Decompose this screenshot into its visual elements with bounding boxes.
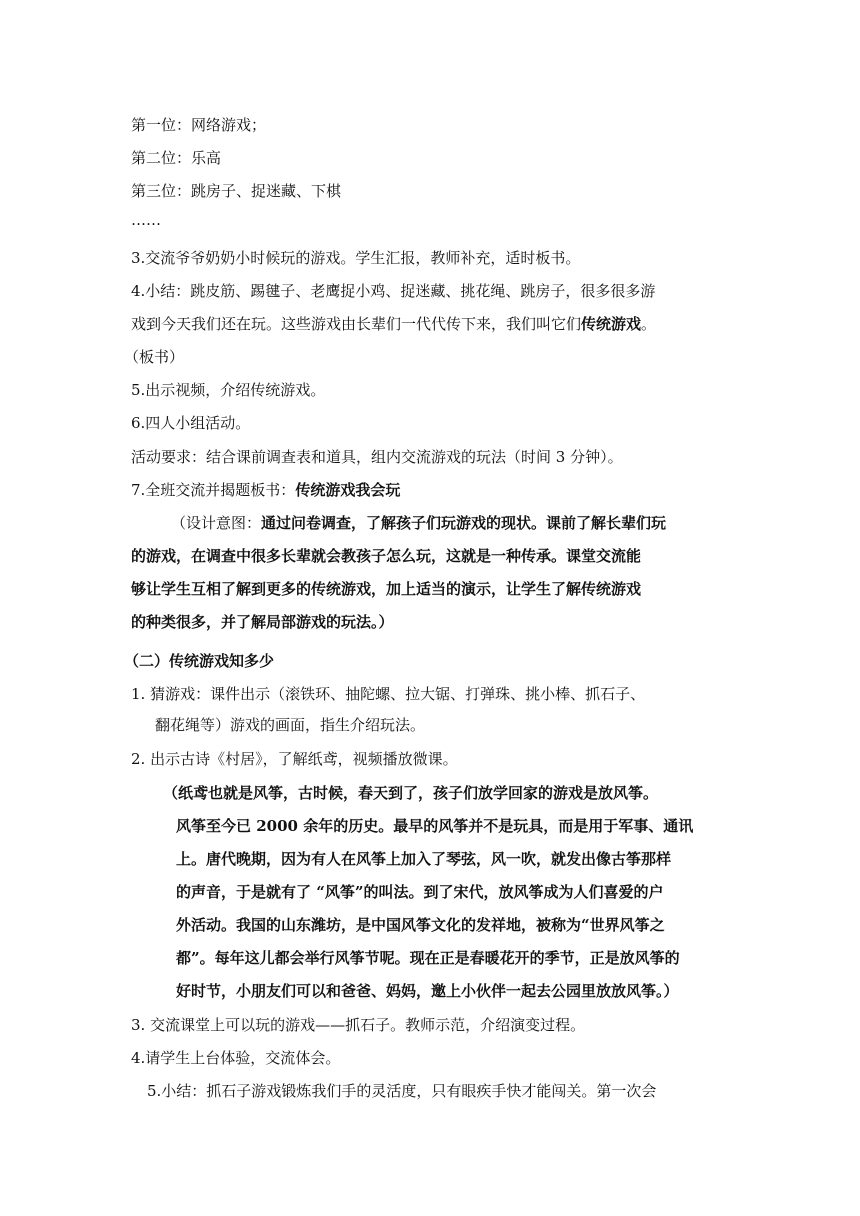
design-intent-prefix: （设计意图： — [171, 514, 262, 532]
section-2-item2: 2. 出示古诗《村居》，了解纸鸢，视频播放微课。 — [131, 750, 458, 768]
step-4-end: 。 — [641, 315, 657, 333]
rank-third: 第三位：跳房子、捉迷藏、下棋 — [131, 182, 342, 200]
item-4: 4.请学生上台体验，交流体会。 — [131, 1049, 341, 1067]
rank-first: 第一位：网络游戏； — [131, 116, 267, 134]
design-intent-line4: 的种类很多，并了解局部游戏的玩法。） — [131, 613, 394, 631]
item-5: 5.小结：抓石子游戏锻炼我们手的灵活度，只有眼疾手快才能闯关。第一次会 — [147, 1082, 657, 1100]
kite-line5: 外活动。我国的山东潍坊，是中国风筝文化的发祥地，被称为“世界风筝之 — [176, 916, 665, 934]
section-2-heading: （二）传统游戏知多少 — [124, 652, 275, 670]
step-6: 6.四人小组活动。 — [131, 414, 251, 432]
step-4-line3: （板书） — [124, 348, 185, 366]
section-2-item1-line1: 1. 猜游戏：课件出示（滚铁环、抽陀螺、拉大锯、打弹珠、挑小棒、抓石子、 — [131, 685, 646, 703]
step-4-bold: 传统游戏 — [581, 315, 642, 333]
step-4-text: 戏到今天我们还在玩。这些游戏由长辈们一代代传下来，我们叫它们 — [131, 315, 582, 333]
design-intent-line1 — [171, 513, 666, 533]
item-3: 3. 交流课堂上可以玩的游戏——抓石子。教师示范，介绍演变过程。 — [131, 1016, 586, 1034]
kite-line2: 风筝至今已 2000 余年的历史。最早的风筝并不是玩具，而是用于军事、通讯 — [176, 817, 694, 835]
design-intent-text1: 通过问卷调查，了解孩子们玩游戏的现状。课前了解长辈们玩 — [261, 514, 667, 532]
kite-line3: 上。唐代晚期，因为有人在风筝上加入了琴弦，风一吹，就发出像古筝那样 — [176, 850, 672, 868]
section-2-item1-line2: 翻花绳等）游戏的画面，指生介绍玩法。 — [155, 716, 426, 734]
kite-line1: （纸鸢也就是风筝，古时候，春天到了，孩子们放学回家的游戏是放风筝。 — [163, 784, 659, 802]
design-intent-line2: 的游戏，在调查中很多长辈就会教孩子怎么玩，这就是一种传承。课堂交流能 — [131, 547, 642, 565]
step-7 — [131, 480, 400, 500]
step-5: 5.出示视频，介绍传统游戏。 — [131, 381, 326, 399]
step-4-line2 — [131, 314, 656, 334]
design-intent-line3: 够让学生互相了解到更多的传统游戏，加上适当的演示，让学生了解传统游戏 — [131, 580, 642, 598]
step-4-line1: 4.小结：跳皮筋、踢毽子、老鹰捉小鸡、捉迷藏、挑花绳、跳房子，很多很多游 — [131, 282, 656, 300]
activity-requirement: 活动要求：结合课前调查表和道具，组内交流游戏的玩法（时间 3 分钟）。 — [131, 448, 623, 466]
rank-ellipsis: …… — [131, 211, 161, 229]
rank-second: 第二位：乐高 — [131, 149, 222, 167]
kite-line7: 好时节，小朋友们可以和爸爸、妈妈，邀上小伙伴一起去公园里放放风筝。） — [176, 982, 679, 1000]
kite-line6: 都”。每年这儿都会举行风筝节呢。现在正是春暖花开的季节，正是放风筝的 — [176, 949, 680, 967]
kite-line4: 的声音，于是就有了 “风筝”的叫法。到了宋代，放风筝成为人们喜爱的户 — [176, 883, 664, 901]
step-7-text: 7.全班交流并揭题板书： — [131, 481, 296, 499]
step-7-bold: 传统游戏我会玩 — [295, 481, 401, 499]
step-3: 3.交流爷爷奶奶小时候玩的游戏。学生汇报，教师补充，适时板书。 — [131, 249, 581, 267]
